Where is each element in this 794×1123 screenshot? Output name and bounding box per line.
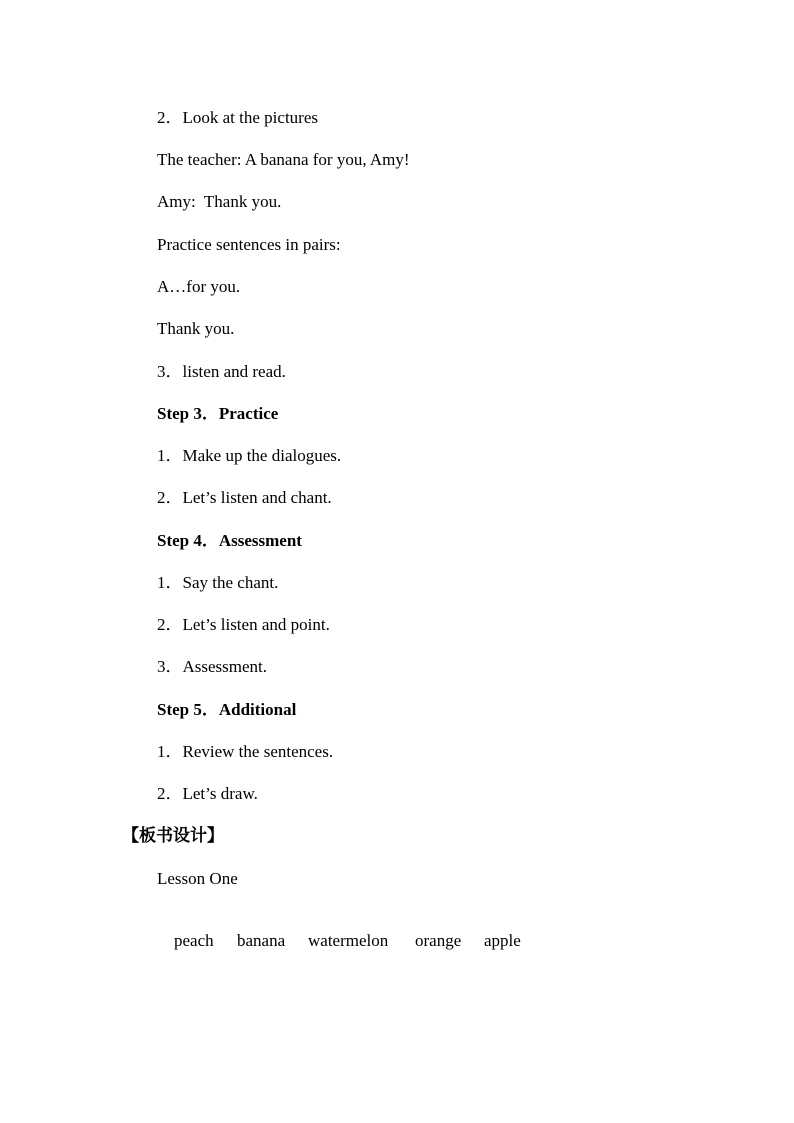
text-line: Amy: Thank you. [157,192,282,211]
text-line: 2．Let’s draw. [157,784,258,803]
vocab-word: peach [174,931,214,950]
text-line: 1．Say the chant. [157,573,279,592]
board-design-heading: 【板书设计】 [122,826,224,846]
text-line: A…for you. [157,277,241,296]
vocab-word: banana [237,931,286,950]
text-line: 3．listen and read. [157,362,286,381]
text-line: 2．Let’s listen and point. [157,615,330,634]
step-heading: Step 4．Assessment [157,531,302,550]
text-line: Thank you. [157,319,235,338]
vocab-word: apple [484,931,521,950]
text-line: 3．Assessment. [157,657,268,676]
vocab-word: watermelon [308,931,389,950]
vocab-row [157,911,521,971]
step-heading: Step 5．Additional [157,700,297,719]
step-heading: Step 3．Practice [157,404,279,423]
text-line: The teacher: A banana for you, Amy! [157,150,410,169]
vocab-word: orange [415,931,462,950]
text-line: 2．Let’s listen and chant. [157,488,332,507]
text-line: 2．Look at the pictures [157,108,318,127]
text-line: Practice sentences in pairs: [157,235,341,254]
text-line: 1．Review the sentences. [157,742,334,761]
text-line: 1．Make up the dialogues. [157,446,342,465]
lesson-title: Lesson One [157,869,238,888]
